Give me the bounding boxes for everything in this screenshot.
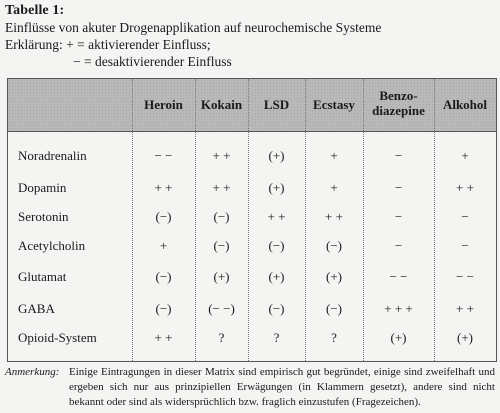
table-cell: + + — [267, 209, 286, 224]
col-header-benzodiazepine — [363, 88, 434, 118]
table-cell: − − — [389, 269, 408, 284]
table-cell: + + — [325, 209, 343, 224]
table-cell: + + — [456, 301, 474, 316]
table-cell: (−) — [326, 301, 342, 316]
col-header-benzo-line1: Benzo- — [379, 88, 418, 103]
table-cell: − — [394, 180, 403, 195]
table-cell: (−) — [155, 269, 172, 284]
note-text: Einige Eintragungen in dieser Matrix sind empirisch gut begründet, einige sind zweifelhaft und ergeben sich nur aus prinzipiellen Erwägungen (in Klammern gesetzt), andere sind nicht bekannt oder sind als widersprüchlich bzw. fraglich einzustufen (Fragezeichen). — [69, 366, 495, 408]
col-header-lsd: LSD — [263, 97, 290, 112]
col-header-benzo-line2: diazepine — [372, 103, 425, 118]
table-cell: (+) — [390, 330, 407, 345]
row-label-serotonin: Serotonin — [18, 209, 69, 224]
legend-line-1: Erklärung: + = aktivierender Einfluss; — [5, 37, 211, 52]
table-cell: (+) — [268, 180, 285, 195]
table-cell: (−) — [213, 238, 230, 253]
row-label-opioid-system: Opioid-System — [18, 330, 97, 345]
table-cell: + + — [456, 180, 474, 195]
note-label: Anmerkung: — [5, 366, 60, 378]
row-label-gaba: GABA — [18, 301, 55, 316]
table-cell: (−) — [213, 209, 230, 224]
table-cell: + + + — [384, 301, 413, 316]
table-cell: − − — [456, 269, 474, 284]
table-cell: ? — [273, 330, 280, 345]
table-cell: (+) — [457, 330, 473, 345]
row-label-glutamat: Glutamat — [18, 269, 67, 284]
table-cell: − — [394, 238, 403, 253]
table-cell: (+) — [213, 269, 230, 284]
drug-effects-table — [7, 78, 497, 362]
table-cell: − — [394, 209, 403, 224]
table-title: Tabelle 1: — [5, 3, 65, 18]
table-cell: + + — [212, 148, 231, 163]
col-header-alkohol: Alkohol — [442, 97, 488, 112]
table-cell: (−) — [155, 301, 172, 316]
col-header-ecstasy: Ecstasy — [313, 97, 355, 112]
row-label-noradrenalin: Noradrenalin — [18, 148, 87, 163]
table-cell: (+) — [268, 269, 285, 284]
table-cell: (+) — [326, 269, 342, 284]
row-label-dopamin: Dopamin — [18, 180, 67, 195]
table-cell: + — [330, 148, 338, 163]
table-cell: (+) — [268, 148, 285, 163]
table-cell: + — [461, 148, 469, 163]
table-cell: − − — [154, 148, 173, 163]
table-cell: ? — [331, 330, 337, 345]
table-cell: + + — [154, 180, 173, 195]
row-label-acetylcholin: Acetylcholin — [18, 238, 86, 253]
table-cell: − — [394, 148, 403, 163]
table-cell: (−) — [155, 209, 172, 224]
table-subtitle: Einflüsse von akuter Drogenapplikation auf neurochemische Systeme — [5, 20, 382, 35]
legend-line-2: − = desaktivierender Einfluss — [73, 54, 232, 69]
table-cell: (−) — [268, 301, 285, 316]
table-cell: (−) — [326, 238, 342, 253]
table-cell: − — [461, 238, 469, 253]
table-cell: − — [461, 209, 469, 224]
col-header-kokain: Kokain — [200, 97, 243, 112]
table-cell: (−) — [268, 238, 285, 253]
table-cell: + + — [212, 180, 231, 195]
col-header-heroin: Heroin — [144, 97, 183, 112]
table-cell: + — [159, 238, 168, 253]
table-cell: (− −) — [208, 301, 235, 316]
table-cell: ? — [218, 330, 225, 345]
table-cell: + + — [154, 330, 173, 345]
table-cell: + — [330, 180, 338, 195]
